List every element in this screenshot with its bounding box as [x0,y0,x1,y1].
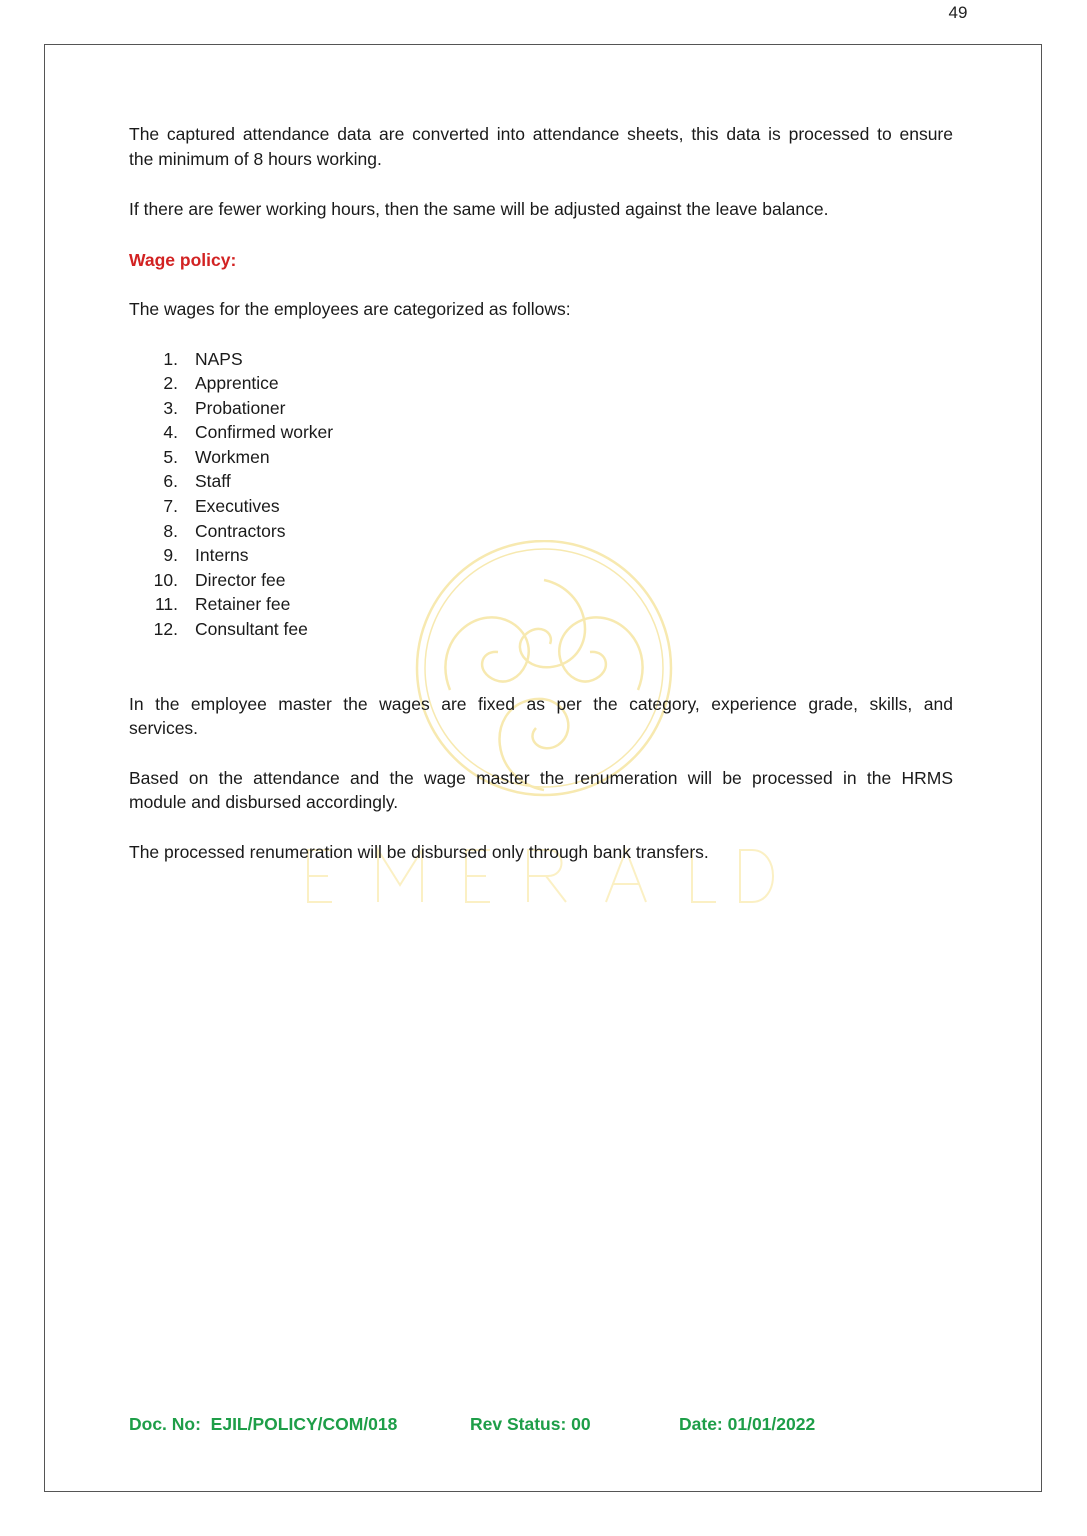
attendance-line-2: the minimum of 8 hours working. [129,148,382,169]
renumeration-line-1: Based on the attendance and the wage master the renumeration will be processed in the HRMS [129,767,953,788]
attendance-line-1: The captured attendance data are converted into attendance sheets, this data is processed to ensure [129,124,953,144]
list-item: 9. Interns [163,545,249,566]
doc-number: Doc. No: EJIL/POLICY/COM/018 [129,1414,398,1434]
page-number: 49 [948,3,968,22]
doc-date: Date: 01/01/2022 [679,1414,816,1434]
renumeration-line-2: module and disbursed accordingly. [129,792,399,813]
list-item: 10. Director fee [153,569,286,590]
list-item: 1. NAPS [163,348,243,369]
rev-status: Rev Status: 00 [470,1414,591,1434]
categorized-intro: The wages for the employees are categorized as follows: [129,299,571,319]
employee-master-line-2: services. [129,718,199,739]
renumeration-paragraph [129,766,953,815]
list-item: 4. Confirmed worker [163,422,334,443]
employee-master-line-1: In the employee master the wages are fixed as per the category, experience grade, skills, and [129,693,953,714]
list-item: 7. Executives [163,496,280,517]
fewer-hours-paragraph: If there are fewer working hours, then the same will be adjusted against the leave balance. [129,199,829,219]
wage-category-list [129,347,953,642]
document-footer [129,1414,953,1440]
list-item: 5. Workmen [163,446,270,467]
document-body [129,122,953,864]
attendance-paragraph [129,122,953,171]
list-item: 3. Probationer [163,397,286,418]
employee-master-paragraph [129,692,953,741]
list-item: 11. Retainer fee [154,594,291,615]
list-item: 2. Apprentice [163,373,279,394]
list-item: 6. Staff [163,471,231,492]
bank-transfer-paragraph: The processed renumeration will be disbursed only through bank transfers. [129,841,709,862]
list-item: 12. Consultant fee [153,619,308,640]
wage-policy-heading: Wage policy: [129,249,237,270]
list-item: 8. Contractors [163,520,286,541]
